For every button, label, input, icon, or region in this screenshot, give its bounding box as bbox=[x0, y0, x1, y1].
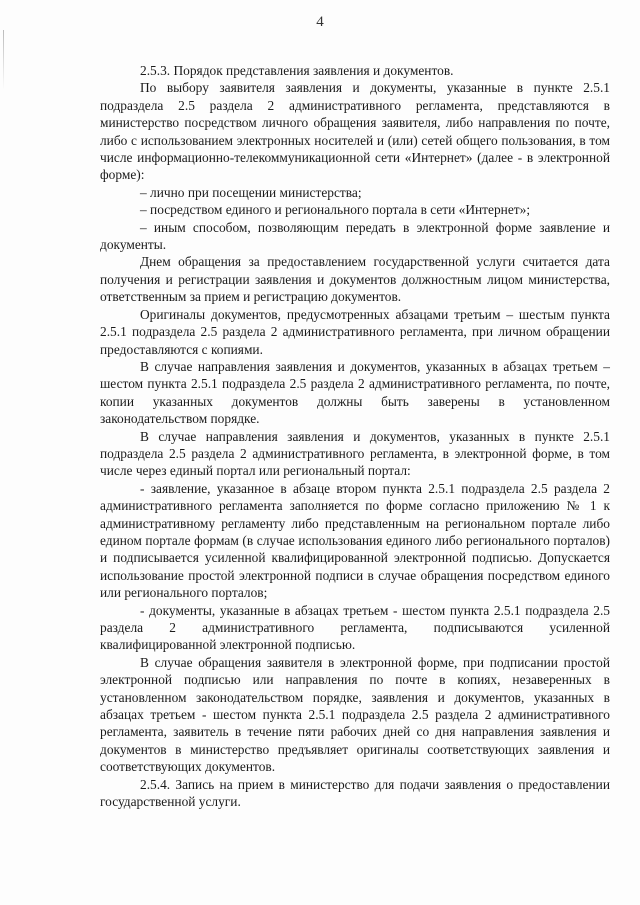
paragraph-submission-methods: По выбору заявителя заявления и документы, указанные в пункте 2.5.1 подраздела 2.5 раздела 2 административного регламента, представляются в министерство посредством личного обращения заявителя, либо направления по почте, либо с использованием электронных носителей и (или) сетей общего пользования, в том числе информационно-телекоммуникационной сети «Интернет» (далее - в электронной форме): bbox=[100, 80, 610, 183]
paragraph-originals-deadline: В случае обращения заявителя в электронной форме, при подписании простой электронной подписью или направления по почте в копиях, незаверенных в установленном законодательством порядке, заявления и документов, указанных в абзацах третьем - шестом пункта 2.5.1 подраздела 2.5 раздела 2 административного регламента, заявитель в течение пяти рабочих дней со дня направления заявления и документов в министерство предъявляет оригиналы соответствующих заявления и соответствующих документов. bbox=[100, 654, 610, 775]
list-item-portal: – посредством единого и регионального портала в сети «Интернет»; bbox=[140, 202, 531, 218]
paragraph-electronic-submission: В случае направления заявления и документов, указанных в пункте 2.5.1 подраздела 2.5 раздела 2 административного регламента, в электронной форме, в том числе через единый портал или региональный портал: bbox=[100, 428, 610, 479]
document-body bbox=[100, 62, 610, 810]
page-number: 4 bbox=[316, 14, 324, 30]
section-heading-2-5-3: 2.5.3. Порядок представления заявления и документов. bbox=[140, 63, 454, 78]
scan-edge-mark bbox=[3, 30, 4, 90]
list-item-documents-signature: - документы, указанные в абзацах третьем - шестом пункта 2.5.1 подраздела 2.5 раздела 2 административного регламента, подписываются усиленной квалифицированной электронной подписью. bbox=[100, 602, 610, 653]
paragraph-postal-copies: В случае направления заявления и документов, указанных в абзацах третьем – шестом пункта 2.5.1 подраздела 2.5 раздела 2 административного регламента, по почте, копии указанных документов должны быть заверены в установленном законодательством порядке. bbox=[100, 358, 610, 427]
list-item-in-person: – лично при посещении министерства; bbox=[140, 184, 362, 200]
paragraph-originals: Оригиналы документов, предусмотренных абзацами третьим – шестым пункта 2.5.1 подраздела 2.5 раздела 2 административного регламента, при личном обращении предоставляются с копиями. bbox=[100, 306, 610, 357]
list-item-application-form: - заявление, указанное в абзаце втором пункта 2.5.1 подраздела 2.5 раздела 2 административного регламента заполняется по форме согласно приложению № 1 к административному регламенту либо представленным на региональном портале либо едином портале формам (в случае использования единого либо регионального порталов) и подписывается усиленной квалифицированной электронной подписью. Допускается использование простой электронной подписи в случае обращения посредством единого или регионального порталов; bbox=[100, 480, 610, 601]
section-heading-2-5-4: 2.5.4. Запись на прием в министерство для подачи заявления о предоставлении государственной услуги. bbox=[100, 776, 610, 810]
list-item-other-method: – иным способом, позволяющим передать в электронной форме заявление и документы. bbox=[100, 219, 610, 253]
paragraph-application-date: Днем обращения за предоставлением государственной услуги считается дата получения и регистрации заявления и документов должностным лицом министерства, ответственным за прием и регистрацию документов. bbox=[100, 254, 610, 305]
